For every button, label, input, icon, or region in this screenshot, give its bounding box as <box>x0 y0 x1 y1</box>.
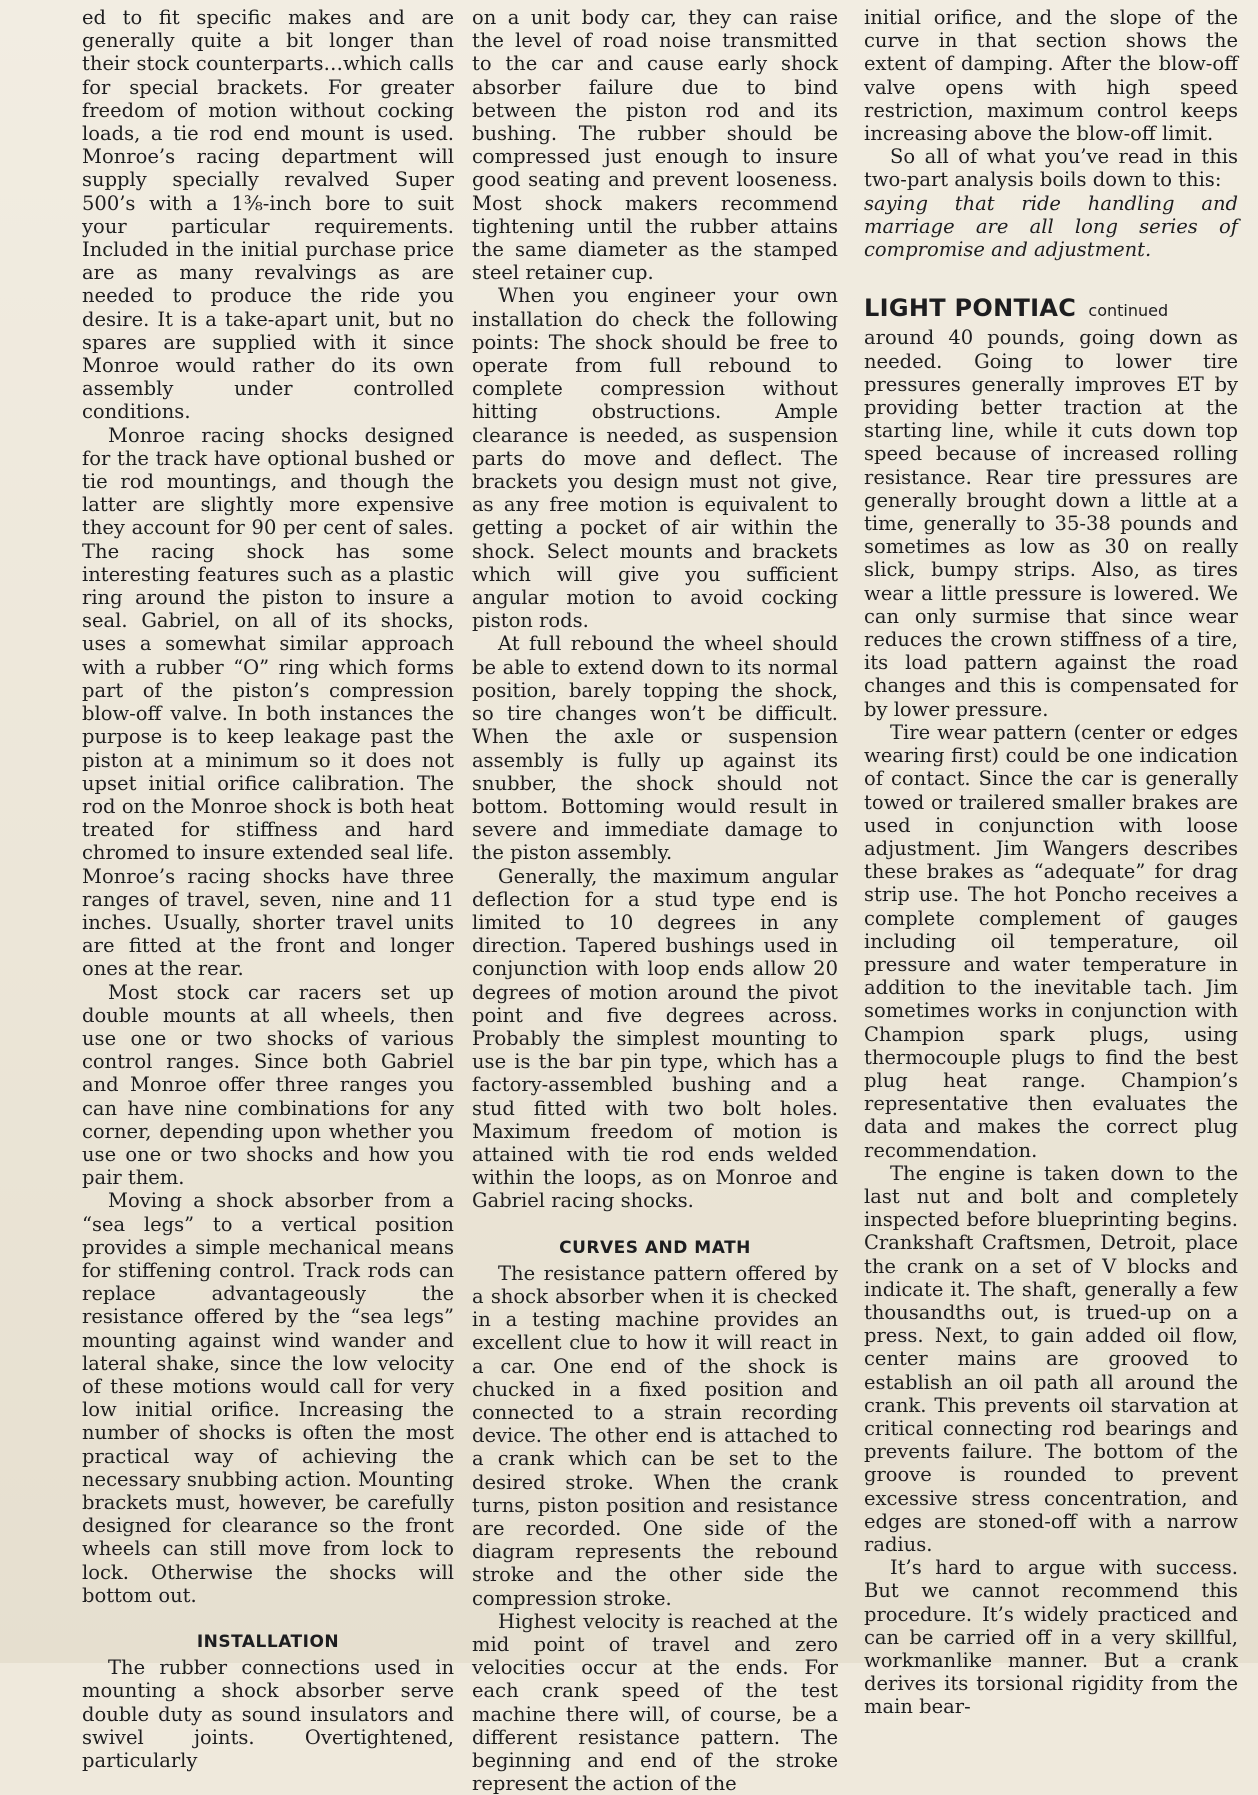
paragraph: At full rebound the wheel should be able to extend down to its normal position, barely topping the shock, so tire changes won’t be difficult. When the axle or suspension assembly is fully up against its snubber, the shock should not bottom. Bottoming would result in severe and immediate damage to the piston assembly. <box>472 632 838 865</box>
column-2 <box>472 6 838 1795</box>
paragraph: When you engineer your own installation do check the following points: The shock should be free to operate from full rebound to complete compression without hitting obstructions. Ample clearance is needed, as suspension parts do move and deflect. The brackets you design must not give, as any free motion is equivalent to getting a pocket of air within the shock. Select mounts and brackets which will give you sufficient angular motion to avoid cocking piston rods. <box>472 284 838 633</box>
paragraph: Tire wear pattern (center or edges wearing first) could be one indication of contact. Since the car is generally towed or trailered smaller brakes are used in conjunction with loose adjustment. Jim Wangers describes these brakes as “adequate” for drag strip use. The hot Poncho receives a complete complement of gauges including oil temperature, oil pressure and water temperature in addition to the inevitable tach. Jim sometimes works in conjunction with Champion spark plugs, using thermocouple plugs to find the best plug heat range. Champion’s representative then evaluates the data and makes the correct plug recommendation. <box>864 720 1238 1162</box>
paragraph: Moving a shock absorber from a “sea legs” to a vertical position provides a simple mechanical means for stiffening control. Track rods can replace advantageously the resistance offered by the “sea legs” mounting against wind wander and lateral shake, since the low velocity of these motions would call for very low initial orifice. Increasing the number of shocks is often the most practical way of achieving the necessary snubbing action. Mounting brackets must, however, be carefully designed for clearance so the front wheels can still move from lock to lock. Otherwise the shocks will bottom out. <box>82 1189 454 1607</box>
paragraph: Monroe racing shocks designed for the track have optional bushed or tie rod mountings, and though the latter are slightly more expensive they account for 90 per cent of sales. The racing shock has some interesting features such as a plastic ring around the piston to insure a seal. Gabriel, on all of its shocks, uses a somewhat similar approach with a rubber “O” ring which forms part of the piston’s compression blow-off valve. In both instances the purpose is to keep leakage past the piston at a minimum so it does not upset initial orifice calibration. The rod on the Monroe shock is both heat treated for stiffness and hard chromed to insure extended seal life. Monroe’s racing shocks have three ranges of travel, seven, nine and 11 inches. Usually, shorter travel units are fitted at the front and longer ones at the rear. <box>82 423 454 981</box>
column-3 <box>864 6 1238 1719</box>
paragraph: ed to fit specific makes and are generally quite a bit longer than their stock counterparts…which calls for special brackets. For greater freedom of motion without cocking loads, a tie rod end mount is used. Monroe’s racing department will supply specially revalved Super 500’s with a 1⅜-inch bore to suit your particular requirements. Included in the initial purchase price are as many revalvings as are needed to produce the ride you desire. It is a take-apart unit, but no spares are supplied with it since Monroe would rather do its own assembly under controlled conditions. <box>82 6 454 424</box>
subheading-installation: INSTALLATION <box>196 1632 340 1653</box>
article-title: LIGHT PONTIAC <box>864 294 1077 323</box>
paragraph: So all of what you’ve read in this two-part analysis boils down to this: <box>864 145 1238 192</box>
paragraph: around 40 pounds, going down as needed. Going to lower tire pressures generally improves ET by providing better traction at the starting line, while it cuts down top speed because of increased rolling resistance. Rear tire pressures are generally brought down a little at a time, generally to 35-38 pounds and sometimes as low as 30 on really slick, bumpy strips. Also, as tires wear a little pressure is lowered. We can only surmise that since wear reduces the crown stiffness of a tire, its load pattern against the road changes and this is compensated for by lower pressure. <box>864 326 1238 721</box>
paragraph: initial orifice, and the slope of the curve in that section shows the extent of damping. After the blow-off valve opens with high speed restriction, maximum control keeps increasing above the blow-off limit. <box>864 6 1238 146</box>
article-heading <box>864 294 1238 323</box>
paragraph: It’s hard to argue with success. But we cannot recommend this procedure. It’s widely practiced and can be carried off in a very skillful, workmanlike manner. But a crank derives its torsional rigidity from the main bear- <box>864 1556 1238 1719</box>
paragraph: Most stock car racers set up double mounts at all wheels, then use one or two shocks of various control ranges. Since both Gabriel and Monroe offer three ranges you can have nine combinations for any corner, depending upon whether you use one or two shocks and how you pair them. <box>82 980 454 1190</box>
paragraph: The rubber connections used in mounting a shock absorber serve double duty as sound insulators and swivel joints. Overtightened, particularly <box>82 1656 454 1773</box>
italic-conclusion: saying that ride handling and marriage are all long series of compromise and adjustment. <box>864 191 1238 262</box>
continued-label: continued <box>1088 301 1169 321</box>
paragraph: The engine is taken down to the last nut and bolt and completely inspected before blueprinting begins. Crankshaft Craftsmen, Detroit, place the crank on a set of V blocks and indicate it. The shaft, generally a few thousandths out, is trued-up on a press. Next, to gain added oil flow, center mains are grooved to establish an oil path all around the crank. This prevents oil starvation at critical connecting rod bearings and prevents failure. The bottom of the groove is rounded to prevent excessive stress concentration, and edges are stoned-off with a narrow radius. <box>864 1161 1238 1556</box>
paragraph: Highest velocity is reached at the mid point of travel and zero velocities occur at the ends. For each crank speed of the test machine there will, of course, be a different resistance pattern. The beginning and end of the stroke represent the action of the <box>472 1609 838 1795</box>
paragraph: Generally, the maximum angular deflection for a stud type end is limited to 10 degrees in any direction. Tapered bushings used in conjunction with loop ends allow 20 degrees of motion around the pivot point and five degrees across. Probably the simplest mounting to use is the bar pin type, which has a factory-assembled bushing and a stud fitted with two bolt holes. Maximum freedom of motion is attained with tie rod ends welded within the loops, as on Monroe and Gabriel racing shocks. <box>472 864 838 1213</box>
paragraph: The resistance pattern offered by a shock absorber when it is checked in a testing machine provides an excellent clue to how it will react in a car. One end of the shock is chucked in a fixed position and connected to a strain recording device. The other end is attached to a crank which can be set to the desired stroke. When the crank turns, piston position and resistance are recorded. One side of the diagram represents the rebound stroke and the other side the compression stroke. <box>472 1261 838 1610</box>
paragraph: on a unit body car, they can raise the level of road noise transmitted to the car and cause early shock absorber failure due to bind between the piston rod and its bushing. The rubber should be compressed just enough to insure good seating and prevent looseness. Most shock makers recommend tightening until the rubber attains the same diameter as the stamped steel retainer cup. <box>472 6 838 285</box>
column-1 <box>82 6 454 1772</box>
subheading-curves-and-math: CURVES AND MATH <box>559 1237 751 1258</box>
